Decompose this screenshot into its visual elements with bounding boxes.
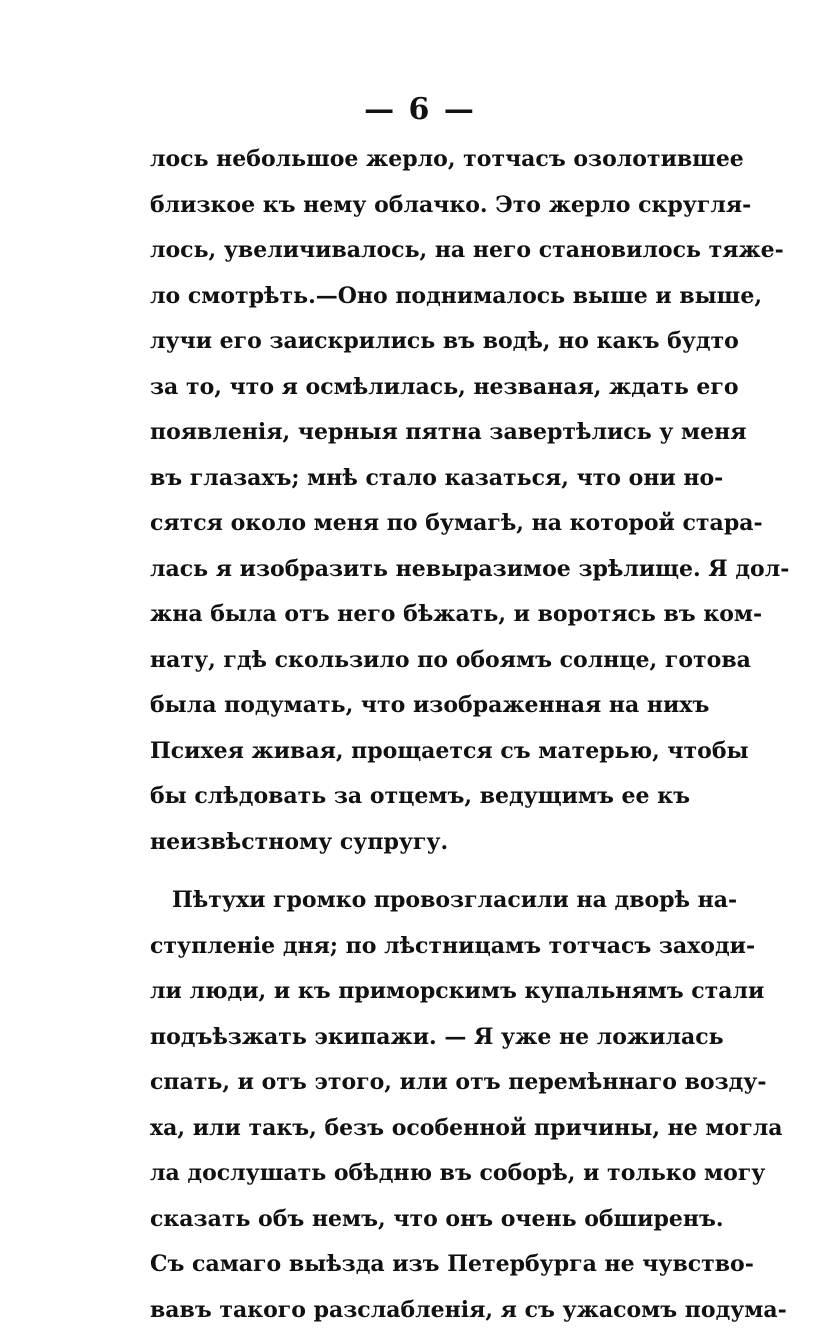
- text-line: ло смотрѣть.—Оно поднималось выше и выше,: [150, 274, 690, 320]
- text-line: за то, что я осмѣлилась, незваная, ждать его: [150, 365, 690, 411]
- text-line: подъѣзжать экипажи. — Я уже не ложилась: [150, 1015, 690, 1061]
- text-line: Пѣтухи громко провозгласили на дворѣ на-: [150, 878, 690, 924]
- text-line: появленія, черныя пятна завертѣлись у меня: [150, 410, 690, 456]
- text-line: вавъ такого разслабленія, я съ ужасомъ подума-: [150, 1288, 690, 1333]
- text-line: близкое къ нему облачко. Это жерло скругля-: [150, 183, 690, 229]
- text-line: Съ самаго выѣзда изъ Петербурга не чувство-: [150, 1242, 690, 1288]
- text-line: была подумать, что изображенная на нихъ: [150, 683, 690, 729]
- text-line: жна была отъ него бѣжать, и воротясь въ ком-: [150, 592, 690, 638]
- body-text: [150, 137, 690, 1333]
- text-line: ли люди, и къ приморскимъ купальнямъ стали: [150, 969, 690, 1015]
- text-line: ла дослушать обѣдню въ соборѣ, и только могу: [150, 1151, 690, 1197]
- text-line: лучи его заискрились въ водѣ, но какъ будто: [150, 319, 690, 365]
- text-line: ха, или такъ, безъ особенной причины, не могла: [150, 1106, 690, 1152]
- page-number: — 6 —: [0, 92, 840, 127]
- text-line: нату, гдѣ скользило по обоямъ солнце, готова: [150, 638, 690, 684]
- text-line: Психея живая, прощается съ матерью, чтобы: [150, 729, 690, 775]
- text-line: сказать объ немъ, что онъ очень обширенъ.: [150, 1197, 690, 1243]
- paragraph-1: [150, 137, 690, 865]
- text-line: лось, увеличивалось, на него становилось тяже-: [150, 228, 690, 274]
- text-line: сятся около меня по бумагѣ, на которой стара-: [150, 501, 690, 547]
- text-line: въ глазахъ; мнѣ стало казаться, что они но-: [150, 456, 690, 502]
- paragraph-2: [150, 878, 690, 1333]
- text-line: лось небольшое жерло, тотчасъ озолотившее: [150, 137, 690, 183]
- text-line: спать, и отъ этого, или отъ перемѣннаго возду-: [150, 1060, 690, 1106]
- paragraph-gap: [150, 865, 690, 878]
- text-line: лась я изобразить невыразимое зрѣлище. Я дол-: [150, 547, 690, 593]
- text-line: неизвѣстному супругу.: [150, 820, 690, 866]
- text-line: бы слѣдовать за отцемъ, ведущимъ ее къ: [150, 774, 690, 820]
- text-line: ступленіе дня; по лѣстницамъ тотчасъ заходи-: [150, 924, 690, 970]
